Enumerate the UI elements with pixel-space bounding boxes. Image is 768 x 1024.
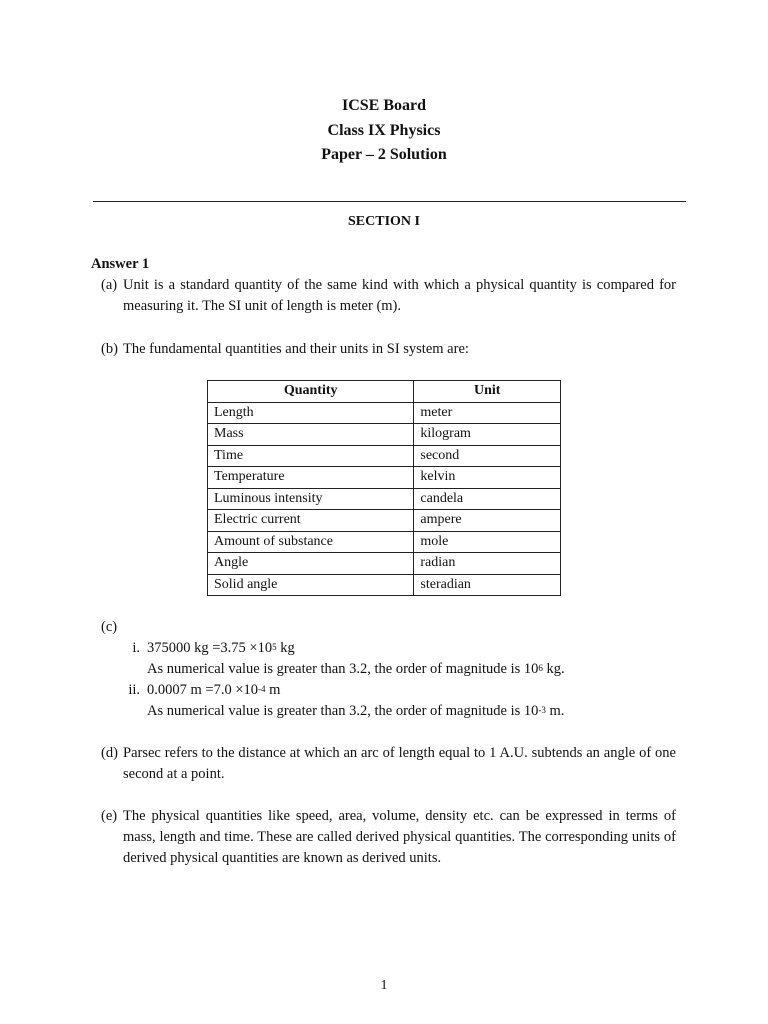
paper-title: Paper – 2 Solution (321, 146, 447, 163)
expression-exponent: 5 (272, 642, 277, 652)
expression-base: 375000 kg =3.75 ×10 (147, 640, 273, 656)
answer-part-a (101, 275, 676, 317)
magnitude-note-i (147, 659, 565, 680)
table-row (208, 574, 561, 596)
quantity-cell: Mass (208, 424, 414, 446)
document-header (0, 94, 768, 168)
unit-cell: kelvin (414, 467, 561, 489)
quantity-cell: Time (208, 445, 414, 467)
answer-title: Answer 1 (91, 256, 150, 272)
conversion-ii (147, 680, 280, 701)
part-label: (b) (101, 341, 118, 357)
answer-part-c-label: (c) (101, 619, 118, 635)
answer-part-b (101, 339, 676, 360)
si-units-table (207, 380, 561, 596)
table-row (208, 467, 561, 489)
note-base: As numerical value is greater than 3.2, the order of magnitude is 10 (147, 703, 539, 719)
note-unit: m. (545, 703, 565, 719)
table-row (208, 510, 561, 532)
quantity-cell: Solid angle (208, 574, 414, 596)
table-row (208, 402, 561, 424)
note-exponent: 6 (538, 663, 543, 673)
part-text: Unit is a standard quantity of the same kind with which a physical quantity is compared for measuring it. The SI unit of length is meter (m). (123, 277, 676, 314)
expression-unit: kg (276, 640, 295, 656)
part-label: (d) (101, 745, 118, 761)
roman-numeral-i: i. (132, 640, 140, 656)
part-text: Parsec refers to the distance at which an arc of length equal to 1 A.U. subtends an angle of one second at a point. (123, 745, 676, 782)
part-label: (e) (101, 808, 118, 824)
board-title: ICSE Board (341, 97, 427, 114)
unit-cell: steradian (414, 574, 561, 596)
part-label: (a) (101, 277, 118, 293)
expression-unit: m (265, 682, 281, 698)
part-text: The physical quantities like speed, area, volume, density etc. can be expressed in terms of mass, length and time. These are called derived physical quantities. The corresponding units of derived physical quantities are known as derived units. (123, 808, 676, 866)
class-title: Class IX Physics (327, 121, 441, 139)
expression-base: 0.0007 m =7.0 ×10 (147, 682, 259, 698)
quantity-cell: Angle (208, 553, 414, 575)
note-base: As numerical value is greater than 3.2, the order of magnitude is 10 (147, 661, 539, 677)
unit-cell: kilogram (414, 424, 561, 446)
quantity-cell: Length (208, 402, 414, 424)
quantity-cell: Electric current (208, 510, 414, 532)
table-row (208, 553, 561, 575)
page-number: 1 (380, 978, 388, 993)
table-header-row (208, 381, 561, 403)
answer-part-e (101, 806, 676, 869)
quantity-cell: Temperature (208, 467, 414, 489)
table-row (208, 445, 561, 467)
conversion-i (147, 638, 295, 659)
table-row (208, 531, 561, 553)
section-title: SECTION I (348, 214, 420, 229)
magnitude-note-ii (147, 701, 564, 722)
table-row (208, 424, 561, 446)
answer-part-d (101, 743, 676, 785)
note-exponent: -3 (538, 705, 546, 715)
table-row (208, 488, 561, 510)
quantity-cell: Luminous intensity (208, 488, 414, 510)
column-header-quantity: Quantity (208, 381, 414, 403)
unit-cell: second (414, 445, 561, 467)
expression-exponent: -4 (258, 684, 266, 694)
unit-cell: ampere (414, 510, 561, 532)
unit-cell: mole (414, 531, 561, 553)
unit-cell: candela (414, 488, 561, 510)
column-header-unit: Unit (414, 381, 561, 403)
unit-cell: meter (414, 402, 561, 424)
quantity-cell: Amount of substance (208, 531, 414, 553)
header-divider (93, 201, 686, 202)
unit-cell: radian (414, 553, 561, 575)
roman-numeral-ii: ii. (128, 682, 140, 698)
part-text: The fundamental quantities and their units in SI system are: (123, 341, 469, 357)
note-unit: kg. (542, 661, 565, 677)
